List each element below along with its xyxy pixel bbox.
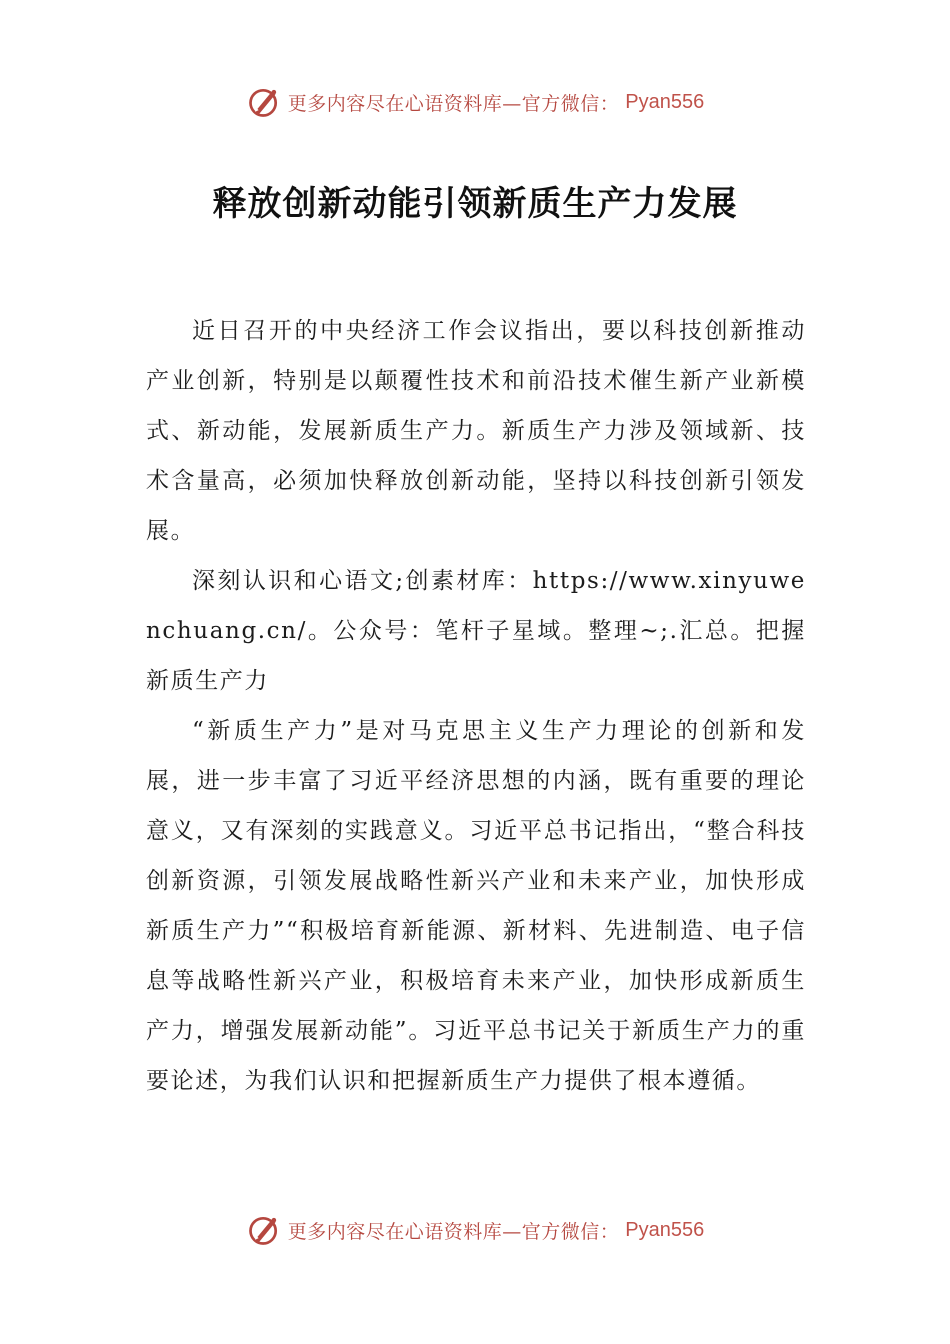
footer-wechat-id: Pyan556	[625, 1218, 705, 1241]
header-banner-text: 更多内容尽在心语资料库—官方微信：	[287, 92, 620, 115]
paragraph-1: 近日召开的中央经济工作会议指出，要以科技创新推动产业创新，特别是以颠覆性技术和前沿技术催生新产业新模式、新动能，发展新质生产力。新质生产力涉及领域新、技术含量高，必须加快释放创新动能，坚持以科技创新引领发展。	[146, 318, 806, 544]
footer-banner-text: 更多内容尽在心语资料库—官方微信：	[287, 1220, 620, 1243]
header-banner	[0, 80, 950, 124]
footer-banner	[0, 1208, 950, 1252]
document-title: 释放创新动能引领新质生产力发展	[212, 184, 738, 224]
paragraph-2: 深刻认识和心语文;创素材库：https://www.xinyuwenchuang.cn/。公众号：笔杆子星域。整理~;.汇总。把握新质生产力	[146, 568, 806, 694]
pen-circle-logo-icon	[246, 1212, 282, 1248]
paragraph-3: “新质生产力”是对马克思主义生产力理论的创新和发展，进一步丰富了习近平经济思想的内涵，既有重要的理论意义，又有深刻的实践意义。习近平总书记指出，“整合科技创新资源，引领发展战略性新兴产业和未来产业，加快形成新质生产力”“积极培育新能源、新材料、先进制造、电子信息等战略性新兴产业，积极培育未来产业，加快形成新质生产力，增强发展新动能”。习近平总书记关于新质生产力的重要论述，为我们认识和把握新质生产力提供了根本遵循。	[146, 718, 806, 1094]
document-body	[146, 306, 806, 1106]
header-wechat-id: Pyan556	[625, 90, 705, 113]
pen-circle-logo-icon	[246, 84, 282, 120]
